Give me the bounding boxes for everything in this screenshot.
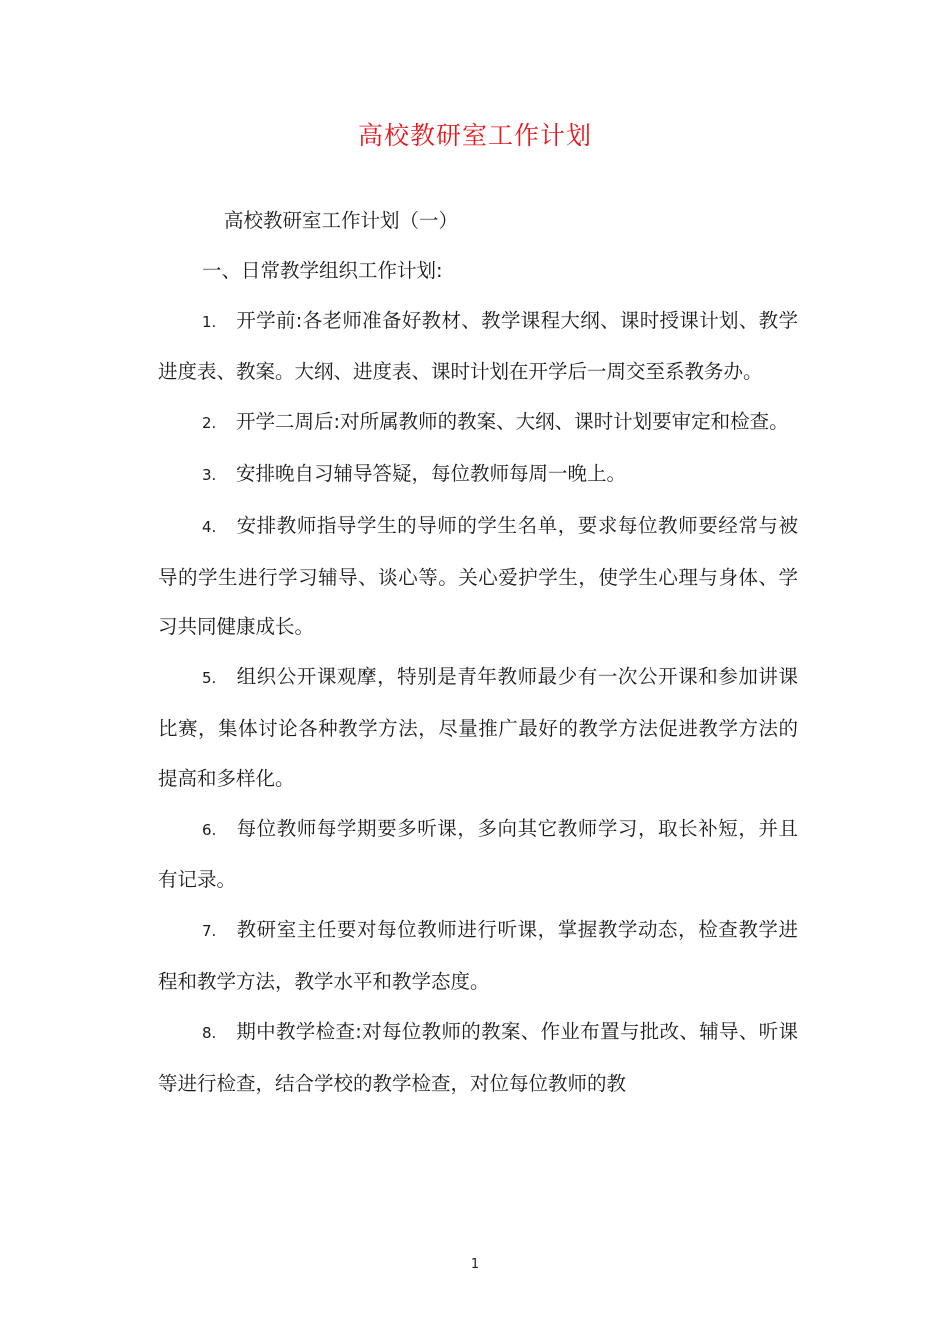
list-item [158, 397, 798, 449]
list-item [158, 905, 798, 1007]
list-item [158, 449, 798, 501]
list-item [158, 804, 798, 906]
list-item-text: 开学前:各老师准备好教材、教学课程大纲、课时授课计划、教学进度表、教案。大纲、进度表、课时计划在开学后一周交至系教务办。 [158, 308, 798, 384]
list-item [158, 501, 798, 652]
page-number: 1 [470, 1257, 480, 1272]
list-item-number: 8. [202, 1023, 217, 1042]
document-subtitle: 高校教研室工作计划（一） [224, 209, 459, 232]
list-item-number: 3. [202, 465, 217, 484]
list-item-text: 每位教师每学期要多听课，多向其它教师学习，取长补短，并且有记录。 [158, 816, 798, 892]
document-title: 高校教研室工作计划 [357, 121, 592, 150]
list-item-number: 2. [202, 414, 217, 433]
list-item-text: 安排晚自习辅导答疑，每位教师每周一晚上。 [236, 461, 627, 485]
section-heading: 一、日常教学组织工作计划: [202, 258, 443, 282]
list-item-number: 6. [202, 820, 217, 839]
list-item-number: 7. [202, 922, 217, 941]
list-item-text: 教研室主任要对每位教师进行听课，掌握教学动态，检查教学进程和教学方法，教学水平和教学态度。 [158, 918, 798, 993]
list-item-number: 5. [202, 669, 217, 688]
list-item-text: 安排教师指导学生的导师的学生名单，要求每位教师要经常与被导的学生进行学习辅导、谈心等。关心爱护学生，使学生心理与身体、学习共同健康成长。 [158, 513, 798, 639]
list-item-number: 4. [202, 517, 217, 536]
list-item [158, 652, 798, 803]
list-item-text: 组织公开课观摩，特别是青年教师最少有一次公开课和参加讲课比赛，集体讨论各种教学方法，尽量推广最好的教学方法促进教学方法的提高和多样化。 [158, 665, 798, 790]
document-body [158, 196, 798, 1108]
list-item-number: 1. [202, 312, 217, 331]
list-item-text: 期中教学检查:对每位教师的教案、作业布置与批改、辅导、听课等进行检查，结合学校的教学检查，对位每位教师的教 [158, 1019, 798, 1095]
list-item-text: 开学二周后:对所属教师的教案、大纲、课时计划要审定和检查。 [236, 410, 789, 434]
list-item [158, 296, 798, 398]
list-item [158, 1007, 798, 1109]
